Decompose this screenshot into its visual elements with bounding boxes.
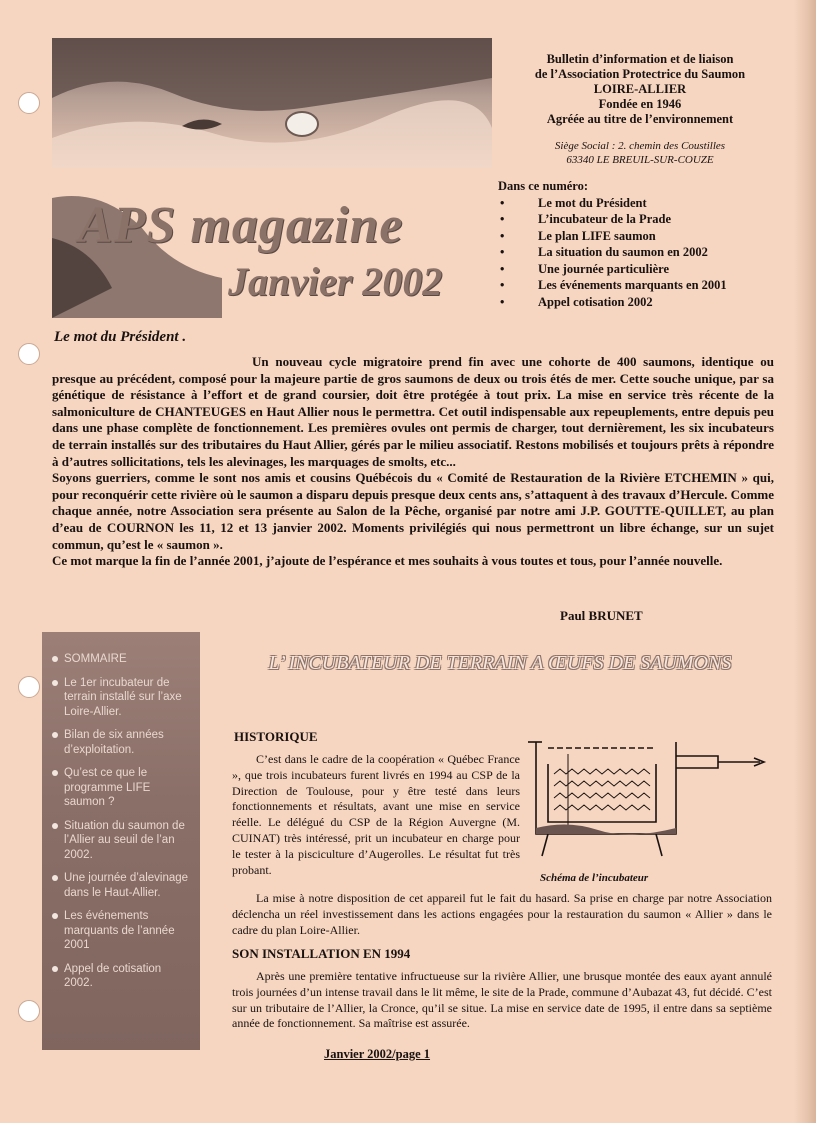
sidebar-item: Les événements marquants de l’année 2001 <box>52 909 192 953</box>
historique-text-continued <box>232 891 772 938</box>
toc-item: • Une journée particulière <box>498 261 727 278</box>
historique-heading: HISTORIQUE <box>234 729 318 744</box>
president-paragraph: Un nouveau cycle migratoire prend fin avec une cohorte de 400 saumons, identique ou presque au précédent, composé pour la majeure partie de gros saumons de deux ou trois étés de mer. Cette souche unique, par sa génétique de résistance à l’effort et de grand coursier, doit être protégée à tout prix. La mise en service très récente de la salmoniculture de CHANTEUGES en Haut Allier nous le permettra. Cet outil indispensable aux repeuplements, entre depuis peu dans une phase complète de fonctionnement. Les premières ovules ont permis de charger, tout dernièrement, les six incubateurs de terrain installés sur des tributaires du Haut Allier, gérés par le milieu associatif. Restons mobilisés et toujours prêts à répondre à d’autres sollicitations, tels les alevinages, les marquages de smolts, etc... <box>52 354 774 469</box>
historique-paragraph: C’est dans le cadre de la coopération « Québec France », que trois incubateurs furent livrés en 1994 au CSP de la Direction de Toulouse, pour y être testé dans leurs fonctionnements et résultats, avant une mise en service réelle. Le délégué du CSP de la Région Auvergne (M. CUINAT) très intéressé, prit un incubateur en charge pour le tester à la pisciculture d’Augerolles. Le résultat fut très probant. <box>232 752 520 877</box>
incubator-diagram <box>528 734 774 864</box>
diagram-caption: Schéma de l’incubateur <box>540 872 649 884</box>
installation-heading: SON INSTALLATION EN 1994 <box>232 946 411 961</box>
toc-item: • L’incubateur de la Prade <box>498 211 727 228</box>
sidebar-item: SOMMAIRE <box>52 652 192 667</box>
toc-item: • Le plan LIFE saumon <box>498 228 727 245</box>
magazine-date: Janvier 2002 <box>228 259 443 304</box>
table-of-contents <box>498 178 727 310</box>
assoc-founded: Fondée en 1946 <box>598 97 682 111</box>
binder-hole <box>18 1000 40 1022</box>
assoc-address: 63340 LE BREUIL-SUR-COUZE <box>566 154 714 166</box>
page-footer: Janvier 2002/page 1 <box>324 1047 431 1061</box>
president-signature: Paul BRUNET <box>560 608 643 623</box>
toc-heading: Dans ce numéro: <box>498 179 589 193</box>
installation-paragraph: Après une première tentative infructueuse sur la rivière Allier, une brusque montée des eaux ayant annulé trois journées d’un intense travail dans le lit même, le site de la Prade, commune d’Aubazat 43, fut décidé. C’est sur un tributaire de l’Allier, la Cronce, qu’il se situe. La mise en service date de 1995, il entre dans sa septième année de fonctionnement. Sa maîtrise est assurée. <box>232 969 772 1031</box>
incubator-title: L’ INCUBATEUR DE TERRAIN A ŒUFS DE SAUMONS <box>268 652 732 674</box>
assoc-approved: Agréée au titre de l’environnement <box>546 112 734 126</box>
binder-hole <box>18 676 40 698</box>
sidebar-item: Bilan de six années d’exploitation. <box>52 728 192 757</box>
president-message <box>52 354 774 570</box>
toc-item: • Appel cotisation 2002 <box>498 294 727 311</box>
magazine-title: APS magazine <box>78 197 404 254</box>
sidebar-item: Qu’est ce que le programme LIFE saumon ? <box>52 766 192 810</box>
president-heading: Le mot du Président . <box>54 329 187 345</box>
binder-hole <box>18 92 40 114</box>
association-info <box>500 52 780 167</box>
sidebar-item: Appel de cotisation 2002. <box>52 962 192 991</box>
president-paragraph: Soyons guerriers, comme le sont nos amis et cousins Québécois du « Comité de Restauration de la Rivière ETCHEMIN » qui, pour reconquérir cette rivière où le saumon a disparu depuis presque deux cents ans, s’attaquent à des travaux d’Hercule. Comme chaque année, notre Association sera présente au Salon de la Pêche, organisé par notre ami J.P. GOUTTE-QUILLET, au plan d’eau de COURNON les 11, 12 et 13 janvier 2002. Moments privilégiés qui nous permettront un libre échange, sur un sujet commun, qu’est le « saumon ». <box>52 470 774 552</box>
assoc-line: Bulletin d’information et de liaison <box>546 52 734 66</box>
page-edge <box>794 0 816 1123</box>
sidebar-item: Une journée d’alevinage dans le Haut-Allier. <box>52 871 192 900</box>
historique-paragraph: La mise à notre disposition de cet appareil fut le fait du hasard. Sa prise en charge par notre Association déclencha un réel investissement dans les actions engagées pour la restauration du saumon « Allier » dans le cadre du plan Loire-Allier. <box>232 891 772 937</box>
assoc-line: de l’Association Protectrice du Saumon <box>534 67 746 81</box>
toc-item: • Les événements marquants en 2001 <box>498 277 727 294</box>
assoc-address: Siège Social : 2. chemin des Coustilles <box>554 140 726 152</box>
sidebar-item: Le 1er incubateur de terrain installé sur l’axe Loire-Allier. <box>52 676 192 720</box>
toc-item: • Le mot du Président <box>498 195 727 212</box>
assoc-name: LOIRE-ALLIER <box>593 82 687 96</box>
historique-text <box>232 752 520 878</box>
toc-item: • La situation du saumon en 2002 <box>498 244 727 261</box>
binder-hole <box>18 343 40 365</box>
sidebar-item: Situation du saumon de l’Allier au seuil de l’an 2002. <box>52 819 192 863</box>
summary-sidebar <box>42 632 200 1050</box>
installation-text <box>232 969 772 1032</box>
president-paragraph: Ce mot marque la fin de l’année 2001, j’ajoute de l’espérance et mes souhaits à vous toutes et tous, pour l’année nouvelle. <box>52 553 723 569</box>
